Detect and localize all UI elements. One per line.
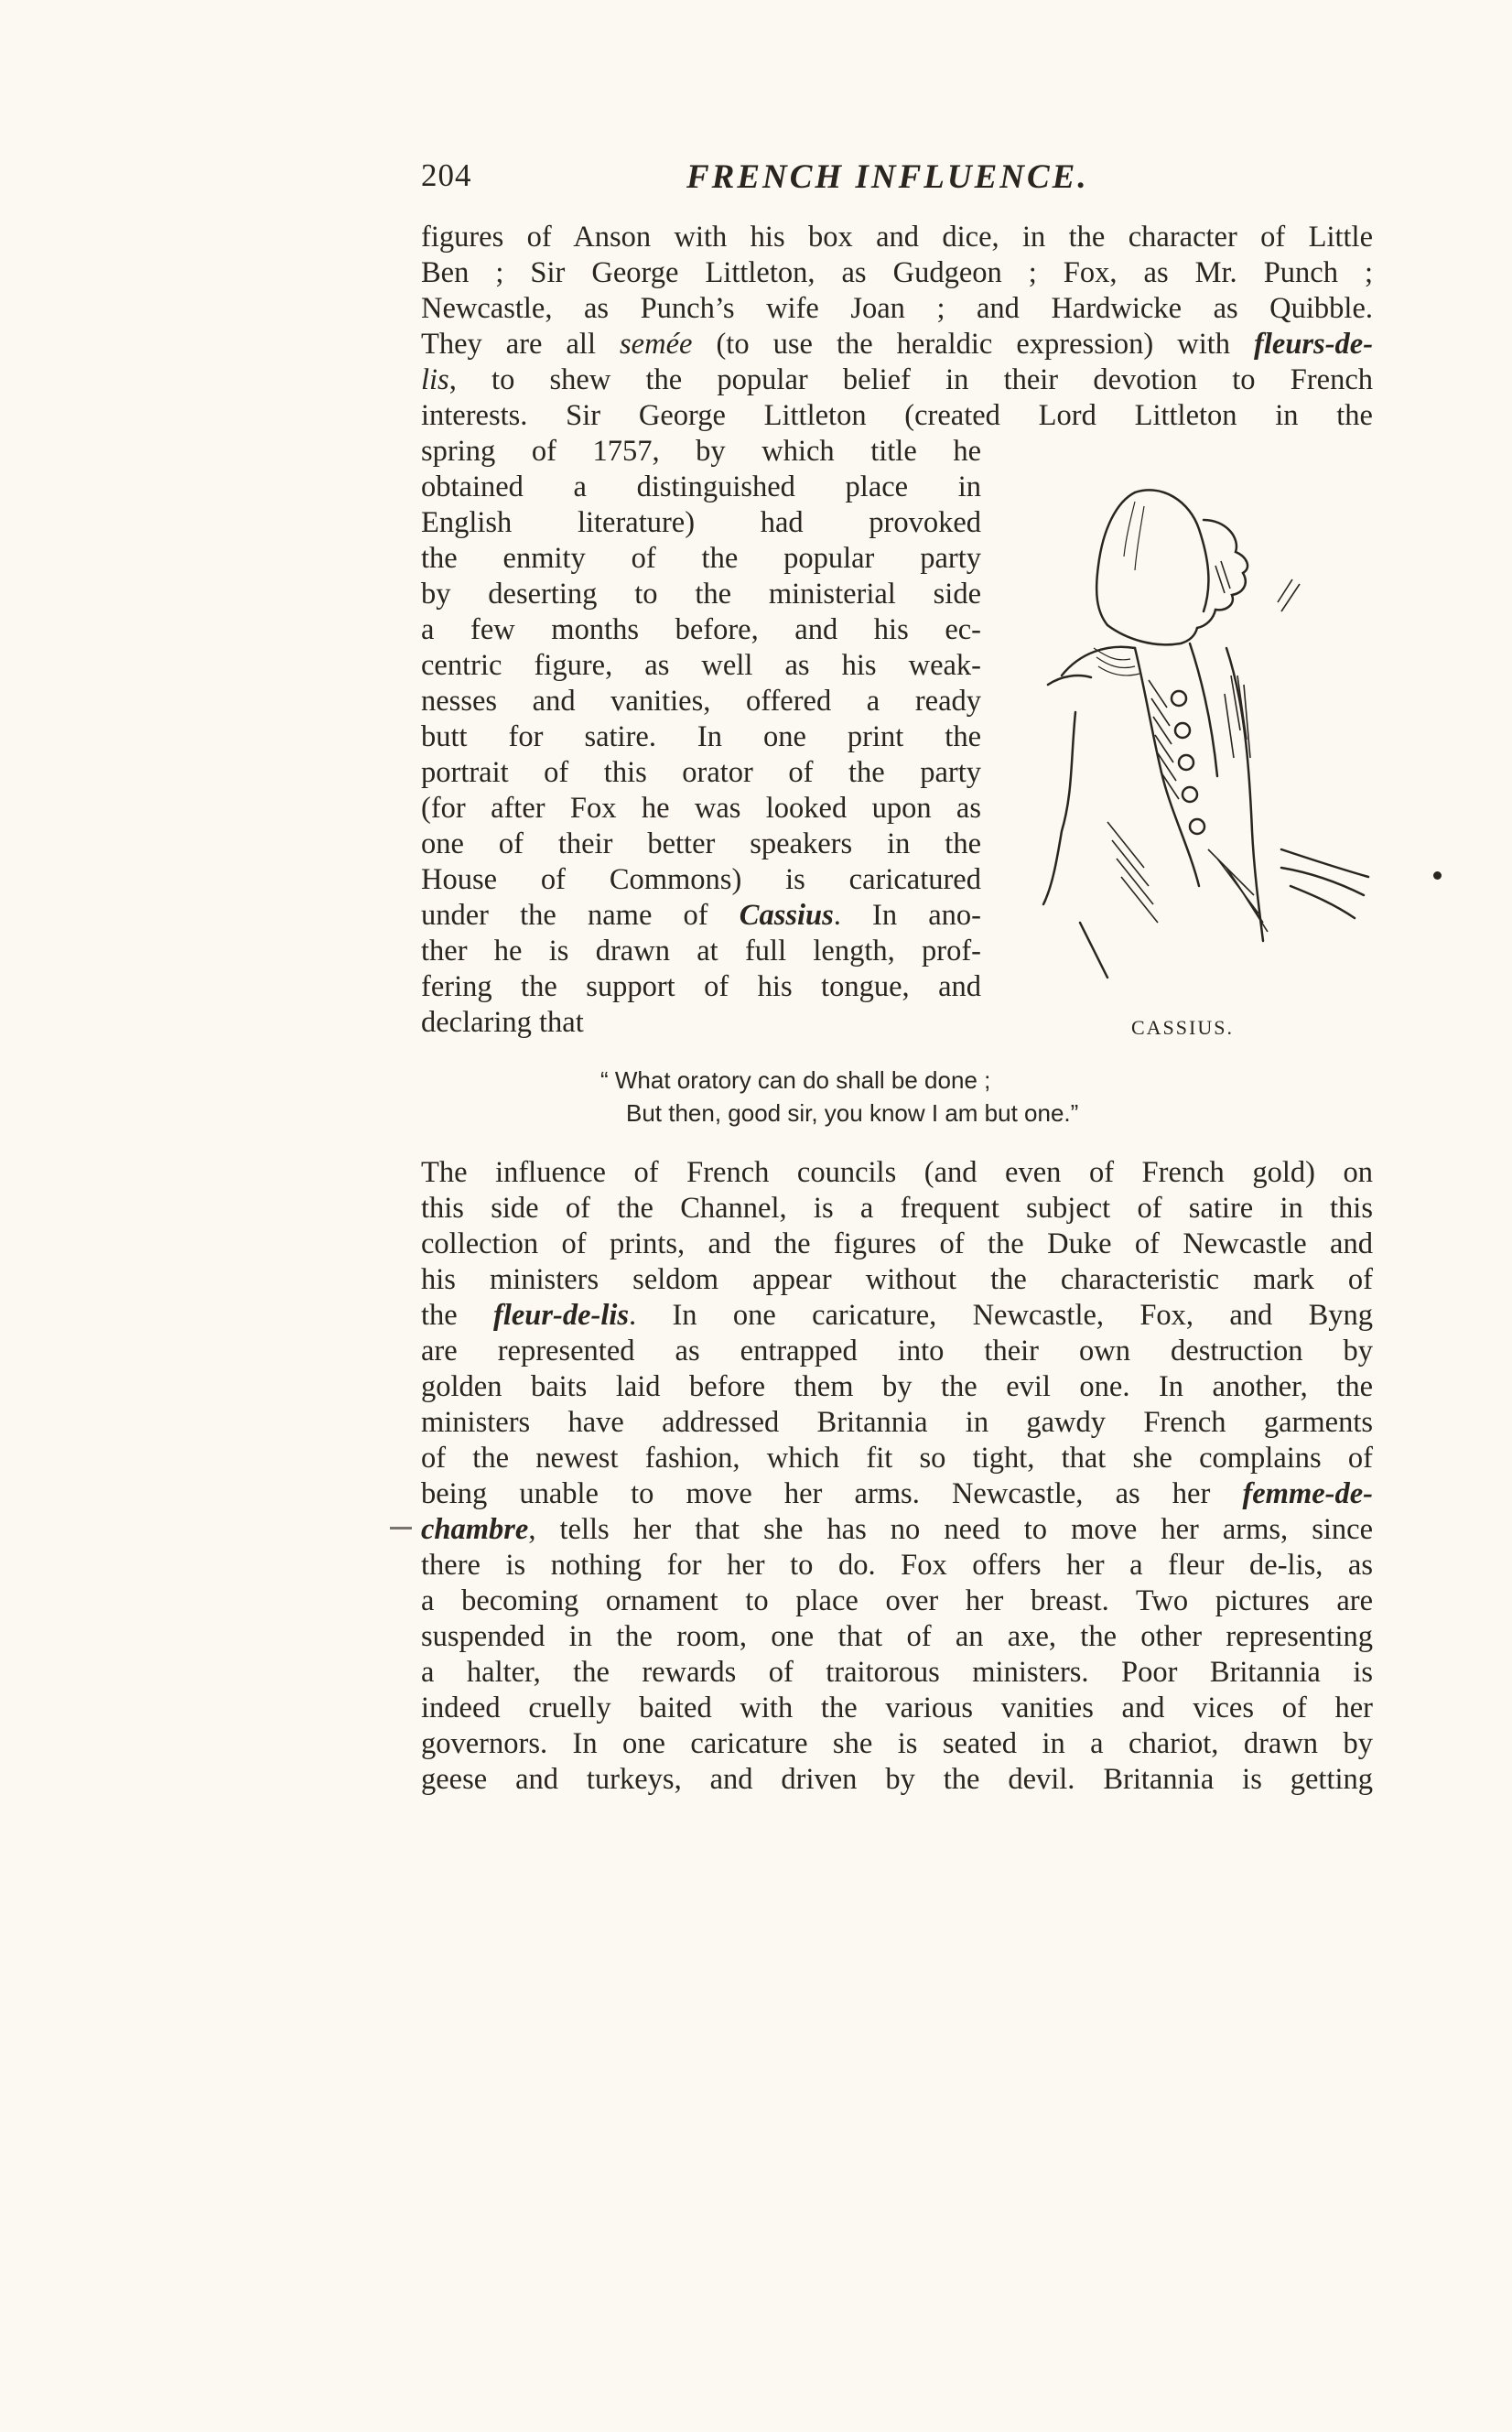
text-line: by deserting to the ministerial side <box>421 578 981 611</box>
text-line: They are all semée (to use the heraldic expression) with fleurs-de- <box>421 328 1373 361</box>
text-line: Ben ; Sir George Littleton, as Gudgeon ; Fox, as Mr. Punch ; <box>421 256 1373 289</box>
text-line: spring of 1757, by which title he <box>421 435 981 468</box>
paragraph-1-full <box>421 220 1373 434</box>
text-line: the fleur-de-lis. In one caricature, Newcastle, Fox, and Byng <box>421 1299 1373 1332</box>
text-line: a halter, the rewards of traitorous ministers. Poor Britannia is <box>421 1656 1373 1689</box>
text-line: ministers have addressed Britannia in gawdy French garments <box>421 1406 1373 1439</box>
text-line: butt for satire. In one print the <box>421 720 981 753</box>
text-line: his ministers seldom appear without the characteristic mark of <box>421 1263 1373 1296</box>
text-line: this side of the Channel, is a frequent subject of satire in this <box>421 1192 1373 1225</box>
text-line: nesses and vanities, offered a ready <box>421 685 981 718</box>
text-line: ther he is drawn at full length, prof- <box>421 935 981 967</box>
margin-mark <box>1433 871 1442 880</box>
text-line: indeed cruelly baited with the various vanities and vices of her <box>421 1692 1373 1724</box>
text-line: obtained a distinguished place in <box>421 470 981 503</box>
text-line: (for after Fox he was looked upon as <box>421 792 981 825</box>
text-line: under the name of Cassius. In ano- <box>421 899 981 932</box>
paragraph-2 <box>421 1155 1373 1798</box>
text-line: collection of prints, and the figures of the Duke of Newcastle and <box>421 1227 1373 1260</box>
text-line: one of their better speakers in the <box>421 827 981 860</box>
text-line: governors. In one caricature she is seated in a chariot, drawn by <box>421 1727 1373 1760</box>
text-line: golden baits laid before them by the evil one. In another, the <box>421 1370 1373 1403</box>
text-line: interests. Sir George Littleton (created Lord Littleton in the <box>421 399 1373 432</box>
text-line: English literature) had provoked <box>421 506 981 539</box>
text-line: a few months before, and his ec- <box>421 613 981 646</box>
text-line: portrait of this orator of the party <box>421 756 981 789</box>
text-line: the enmity of the popular party <box>421 542 981 575</box>
verse-quote <box>600 1064 1078 1130</box>
text-line: The influence of French councils (and even of French gold) on <box>421 1156 1373 1189</box>
text-line: being unable to move her arms. Newcastle, as her femme-de- <box>421 1477 1373 1510</box>
text-line: a becoming ornament to place over her breast. Two pictures are <box>421 1584 1373 1617</box>
running-title: FRENCH INFLUENCE. <box>686 158 1089 196</box>
text-line: Newcastle, as Punch’s wife Joan ; and Hardwicke as Quibble. <box>421 292 1373 325</box>
text-line: there is nothing for her to do. Fox offers her a fleur de-lis, as <box>421 1549 1373 1582</box>
quote-line: “ What oratory can do shall be done ; <box>600 1066 991 1094</box>
page-header <box>421 157 1373 203</box>
text-line: figures of Anson with his box and dice, in the character of Little <box>421 221 1373 254</box>
text-line: chambre, tells her that she has no need to move her arms, since <box>421 1513 1373 1546</box>
margin-dash <box>390 1527 412 1529</box>
text-line: centric figure, as well as his weak- <box>421 649 981 682</box>
text-line: lis, to shew the popular belief in their devotion to French <box>421 363 1373 396</box>
text-line: geese and turkeys, and driven by the devil. Britannia is getting <box>421 1763 1373 1796</box>
text-line: fering the support of his tongue, and <box>421 970 981 1003</box>
quote-line: But then, good sir, you know I am but one.” <box>626 1099 1079 1127</box>
text-line: declaring that <box>421 1006 584 1039</box>
cassius-illustration <box>1007 465 1391 1023</box>
text-line: House of Commons) is caricatured <box>421 863 981 896</box>
text-line: suspended in the room, one that of an axe, the other representing <box>421 1620 1373 1653</box>
text-line: of the newest fashion, which fit so tight, that she complains of <box>421 1442 1373 1475</box>
text-line: are represented as entrapped into their own destruction by <box>421 1335 1373 1367</box>
figure-caption: CASSIUS. <box>1131 1016 1234 1039</box>
page-number: 204 <box>421 157 472 193</box>
